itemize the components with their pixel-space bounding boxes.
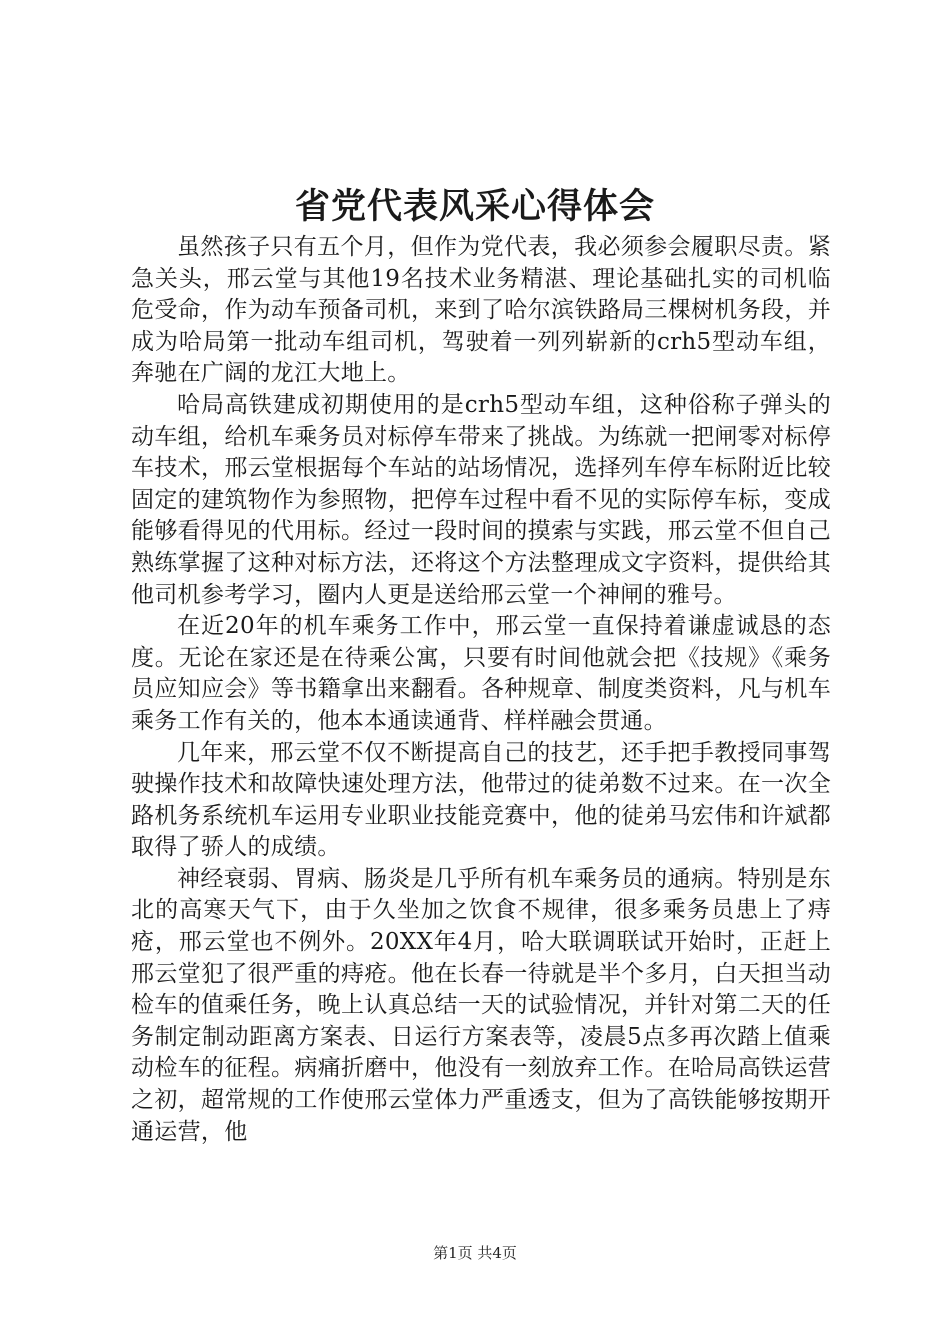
document-body	[131, 232, 831, 1148]
document-title: 省党代表风采心得体会	[294, 186, 655, 227]
page-footer: 第1页 共4页	[433, 1244, 517, 1262]
paragraph-5: 神经衰弱、胃病、肠炎是几乎所有机车乘务员的通病。特别是东北的高寒天气下，由于久坐加之饮食不规律，很多乘务员患上了痔疮，邢云堂也不例外。20XX年4月，哈大联调联试开始时，正赶上邢云堂犯了很严重的痔疮。他在长春一待就是半个多月，白天担当动检车的值乘任务，晚上认真总结一天的试验情况，并针对第二天的任务制定制动距离方案表、日运行方案表等，凌晨5点多再次踏上值乘动检车的征程。病痛折磨中，他没有一刻放弃工作。在哈局高铁运营之初，超常规的工作使邢云堂体力严重透支，但为了高铁能够按期开通运营，他	[131, 865, 831, 1145]
paragraph-1: 虽然孩子只有五个月，但作为党代表，我必须参会履职尽责。紧急关头，邢云堂与其他19名技术业务精湛、理论基础扎实的司机临危受命，作为动车预备司机，来到了哈尔滨铁路局三棵树机务段，并成为哈局第一批动车组司机，驾驶着一列列崭新的crh5型动车组，奔驰在广阔的龙江大地上。	[131, 234, 831, 387]
paragraph-3: 在近20年的机车乘务工作中，邢云堂一直保持着谦虚诚恳的态度。无论在家还是在待乘公寓，只要有时间他就会把《技规》《乘务员应知应会》等书籍拿出来翻看。各种规章、制度类资料，凡与机车乘务工作有关的，他本本通读通背、样样融会贯通。	[131, 613, 831, 734]
paragraph-2: 哈局高铁建成初期使用的是crh5型动车组，这种俗称子弹头的动车组，给机车乘务员对标停车带来了挑战。为练就一把闸零对标停车技术，邢云堂根据每个车站的站场情况，选择列车停车标附近比较固定的建筑物作为参照物，把停车过程中看不见的实际停车标，变成能够看得见的代用标。经过一段时间的摸索与实践，邢云堂不但自己熟练掌握了这种对标方法，还将这个方法整理成文字资料，提供给其他司机参考学习，圈内人更是送给邢云堂一个神闸的雅号。	[131, 391, 831, 608]
paragraph-4: 几年来，邢云堂不仅不断提高自己的技艺，还手把手教授同事驾驶操作技术和故障快速处理方法，他带过的徒弟数不过来。在一次全路机务系统机车运用专业职业技能竞赛中，他的徒弟马宏伟和许斌都取得了骄人的成绩。	[131, 739, 831, 861]
